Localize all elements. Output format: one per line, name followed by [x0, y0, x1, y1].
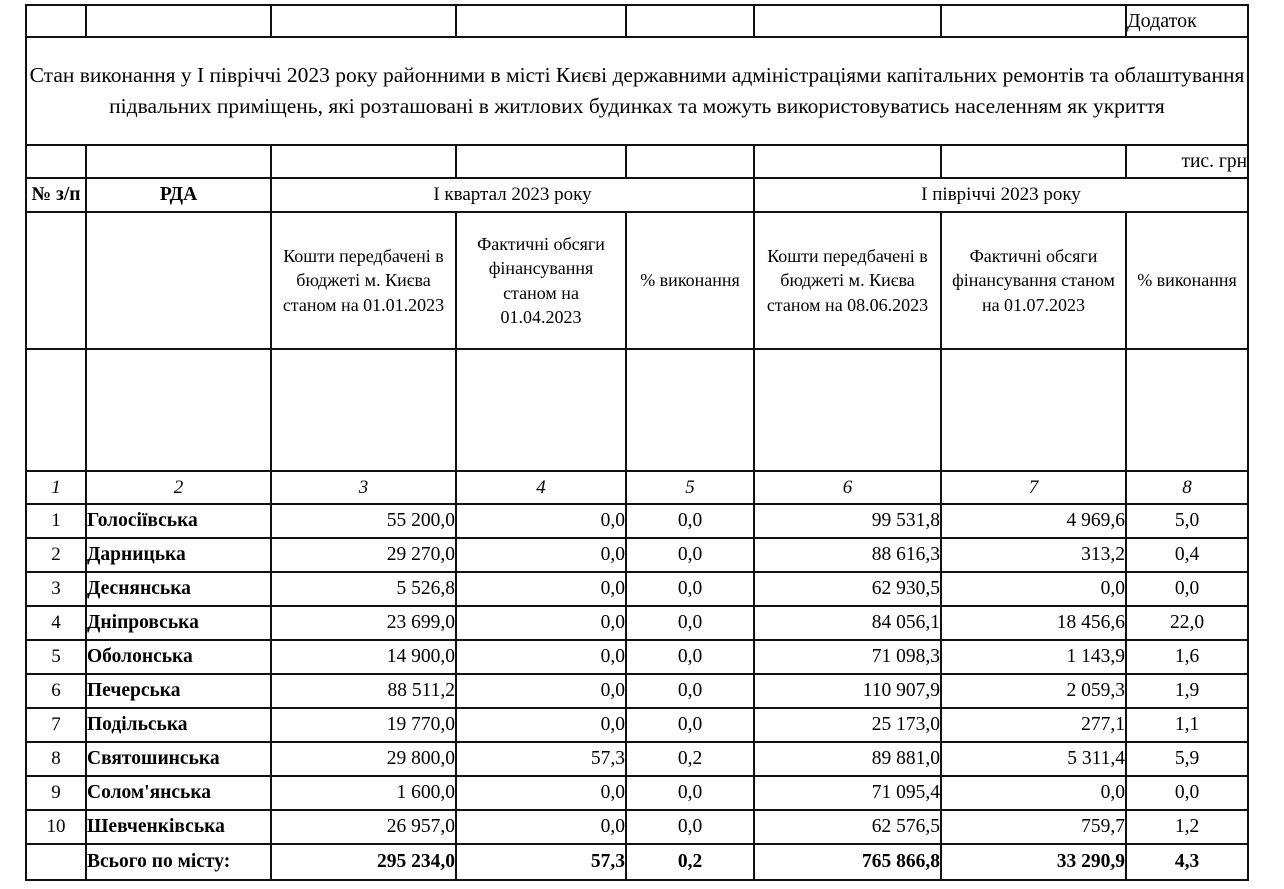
units-label: тис. грн	[1126, 145, 1248, 178]
row-h1-percent: 0,0	[1126, 572, 1248, 606]
row-index	[26, 844, 86, 880]
row-q1-actual: 0,0	[456, 606, 626, 640]
row-h1-budget: 89 881,0	[754, 742, 941, 776]
row-q1-actual: 0,0	[456, 674, 626, 708]
row-q1-percent: 0,0	[626, 776, 754, 810]
spacer-cell-8	[1126, 349, 1248, 471]
colhead-col5-text: % виконання	[640, 270, 740, 291]
row-q1-percent: 0,0	[626, 640, 754, 674]
report-table	[25, 4, 1249, 881]
row-q1-percent: 0,0	[626, 538, 754, 572]
colnum-1: 1	[26, 471, 86, 504]
row-q1-percent: 0,0	[626, 674, 754, 708]
spacer-cell-2	[86, 349, 271, 471]
row-q1-budget: 295 234,0	[271, 844, 456, 880]
table-row	[26, 640, 1248, 674]
row-h1-budget: 71 095,4	[754, 776, 941, 810]
row-h1-percent: 5,0	[1126, 504, 1248, 538]
row-q1-budget: 1 600,0	[271, 776, 456, 810]
table-total-row	[26, 844, 1248, 880]
row-h1-percent: 1,1	[1126, 708, 1248, 742]
row-q1-budget: 55 200,0	[271, 504, 456, 538]
row-index: 5	[26, 640, 86, 674]
report-table-body	[26, 5, 1248, 880]
colhead-col4-text: Фактичні обсяги фінансування станом на 01.04.2023	[477, 233, 605, 327]
row-h1-actual: 2 059,3	[941, 674, 1126, 708]
row-h1-actual: 0,0	[941, 776, 1126, 810]
row-h1-percent: 22,0	[1126, 606, 1248, 640]
colhead-col6	[754, 212, 941, 349]
row-h1-percent: 4,3	[1126, 844, 1248, 880]
row-q1-percent: 0,0	[626, 810, 754, 844]
table-row	[26, 606, 1248, 640]
spacer-cell-3	[271, 349, 456, 471]
row-district-name: Оболонська	[86, 640, 271, 674]
colhead-col7	[941, 212, 1126, 349]
spacer-cell-5	[626, 349, 754, 471]
group-header-row	[26, 178, 1248, 212]
title-cell	[26, 37, 1248, 145]
row-q1-percent: 0,2	[626, 742, 754, 776]
row-q1-budget: 23 699,0	[271, 606, 456, 640]
spacer-cell-4	[456, 349, 626, 471]
row-index: 4	[26, 606, 86, 640]
spacer-cell-1	[26, 349, 86, 471]
table-row	[26, 674, 1248, 708]
row-q1-percent: 0,0	[626, 708, 754, 742]
row-q1-actual: 0,0	[456, 504, 626, 538]
colnum-7: 7	[941, 471, 1126, 504]
row-h1-budget: 110 907,9	[754, 674, 941, 708]
row-index: 2	[26, 538, 86, 572]
row-h1-percent: 1,9	[1126, 674, 1248, 708]
colnum-3: 3	[271, 471, 456, 504]
row-h1-budget: 71 098,3	[754, 640, 941, 674]
row-q1-percent: 0,2	[626, 844, 754, 880]
units-cell-4	[456, 145, 626, 178]
row-district-name: Подільська	[86, 708, 271, 742]
row-q1-budget: 29 270,0	[271, 538, 456, 572]
row-district-name: Деснянська	[86, 572, 271, 606]
colhead-col6-text: Кошти передбачені в бюджеті м. Києва станом на 08.06.2023	[766, 245, 929, 315]
row-district-name: Святошинська	[86, 742, 271, 776]
row-district-name: Печерська	[86, 674, 271, 708]
colhead-empty-2	[86, 212, 271, 349]
units-cell-7	[941, 145, 1126, 178]
row-district-name: Дарницька	[86, 538, 271, 572]
colhead-col3	[271, 212, 456, 349]
row-q1-budget: 14 900,0	[271, 640, 456, 674]
row-q1-budget: 5 526,8	[271, 572, 456, 606]
row-h1-budget: 99 531,8	[754, 504, 941, 538]
topstrip-cell-6	[754, 5, 941, 37]
row-h1-percent: 0,0	[1126, 776, 1248, 810]
row-h1-budget: 765 866,8	[754, 844, 941, 880]
topstrip-cell-4	[456, 5, 626, 37]
column-header-row	[26, 212, 1248, 349]
colhead-col8	[1126, 212, 1248, 349]
row-district-name: Дніпровська	[86, 606, 271, 640]
row-q1-percent: 0,0	[626, 504, 754, 538]
spacer-row	[26, 349, 1248, 471]
row-index: 10	[26, 810, 86, 844]
row-h1-actual: 313,2	[941, 538, 1126, 572]
row-h1-actual: 5 311,4	[941, 742, 1126, 776]
row-h1-budget: 62 930,5	[754, 572, 941, 606]
header-num-col: № з/п	[26, 178, 86, 212]
header-group-q1: І квартал 2023 року	[271, 178, 754, 212]
row-index: 6	[26, 674, 86, 708]
row-h1-actual: 759,7	[941, 810, 1126, 844]
units-cell-2	[86, 145, 271, 178]
row-q1-actual: 0,0	[456, 538, 626, 572]
row-h1-actual: 4 969,6	[941, 504, 1126, 538]
row-h1-percent: 1,6	[1126, 640, 1248, 674]
row-district-name: Шевченківська	[86, 810, 271, 844]
units-row	[26, 145, 1248, 178]
colnum-5: 5	[626, 471, 754, 504]
row-h1-actual: 33 290,9	[941, 844, 1126, 880]
row-district-name: Голосіївська	[86, 504, 271, 538]
row-index: 1	[26, 504, 86, 538]
colnum-6: 6	[754, 471, 941, 504]
topstrip-cell-1	[26, 5, 86, 37]
spacer-cell-7	[941, 349, 1126, 471]
row-q1-actual: 0,0	[456, 810, 626, 844]
spacer-cell-6	[754, 349, 941, 471]
row-h1-actual: 18 456,6	[941, 606, 1126, 640]
row-district-name: Всього по місту:	[86, 844, 271, 880]
row-q1-budget: 19 770,0	[271, 708, 456, 742]
colhead-col5	[626, 212, 754, 349]
row-h1-budget: 62 576,5	[754, 810, 941, 844]
column-number-row	[26, 471, 1248, 504]
row-q1-actual: 57,3	[456, 844, 626, 880]
colnum-2: 2	[86, 471, 271, 504]
colhead-col4	[456, 212, 626, 349]
row-index: 8	[26, 742, 86, 776]
colnum-8: 8	[1126, 471, 1248, 504]
header-group-h1: І півріччі 2023 року	[754, 178, 1248, 212]
units-cell-3	[271, 145, 456, 178]
colhead-col3-text: Кошти передбачені в бюджеті м. Києва станом на 01.01.2023	[282, 245, 445, 315]
row-q1-budget: 29 800,0	[271, 742, 456, 776]
table-row	[26, 504, 1248, 538]
topstrip-cell-3	[271, 5, 456, 37]
row-q1-actual: 57,3	[456, 742, 626, 776]
table-row	[26, 810, 1248, 844]
appendix-label: Додаток	[1126, 5, 1248, 37]
page-title: Стан виконання у І півріччі 2023 року районними в місті Києві державними адміністраціями капітальних ремонтів та облаштування підвальних приміщень, які розташовані в житлових будинках та можуть використовуватись населенням як укриття	[29, 63, 1245, 118]
row-q1-actual: 0,0	[456, 640, 626, 674]
topstrip-cell-5	[626, 5, 754, 37]
row-index: 7	[26, 708, 86, 742]
row-h1-actual: 1 143,9	[941, 640, 1126, 674]
table-row	[26, 708, 1248, 742]
row-h1-actual: 0,0	[941, 572, 1126, 606]
row-index: 9	[26, 776, 86, 810]
colhead-empty-1	[26, 212, 86, 349]
colhead-col8-text: % виконання	[1137, 270, 1237, 291]
row-q1-actual: 0,0	[456, 776, 626, 810]
colnum-4: 4	[456, 471, 626, 504]
row-h1-percent: 0,4	[1126, 538, 1248, 572]
row-index: 3	[26, 572, 86, 606]
row-district-name: Солом'янська	[86, 776, 271, 810]
header-rda-col: РДА	[86, 178, 271, 212]
table-row	[26, 776, 1248, 810]
row-h1-percent: 1,2	[1126, 810, 1248, 844]
row-q1-actual: 0,0	[456, 572, 626, 606]
topstrip-cell-7	[941, 5, 1126, 37]
appendix-row	[26, 5, 1248, 37]
units-cell-6	[754, 145, 941, 178]
row-h1-budget: 88 616,3	[754, 538, 941, 572]
row-q1-percent: 0,0	[626, 606, 754, 640]
row-h1-budget: 84 056,1	[754, 606, 941, 640]
row-h1-actual: 277,1	[941, 708, 1126, 742]
units-cell-1	[26, 145, 86, 178]
table-row	[26, 742, 1248, 776]
topstrip-cell-2	[86, 5, 271, 37]
row-h1-percent: 5,9	[1126, 742, 1248, 776]
row-q1-percent: 0,0	[626, 572, 754, 606]
table-row	[26, 538, 1248, 572]
row-q1-budget: 88 511,2	[271, 674, 456, 708]
row-h1-budget: 25 173,0	[754, 708, 941, 742]
table-row	[26, 572, 1248, 606]
units-cell-5	[626, 145, 754, 178]
row-q1-actual: 0,0	[456, 708, 626, 742]
title-row	[26, 37, 1248, 145]
colhead-col7-text: Фактичні обсяги фінансування станом на 01.07.2023	[952, 245, 1115, 315]
row-q1-budget: 26 957,0	[271, 810, 456, 844]
